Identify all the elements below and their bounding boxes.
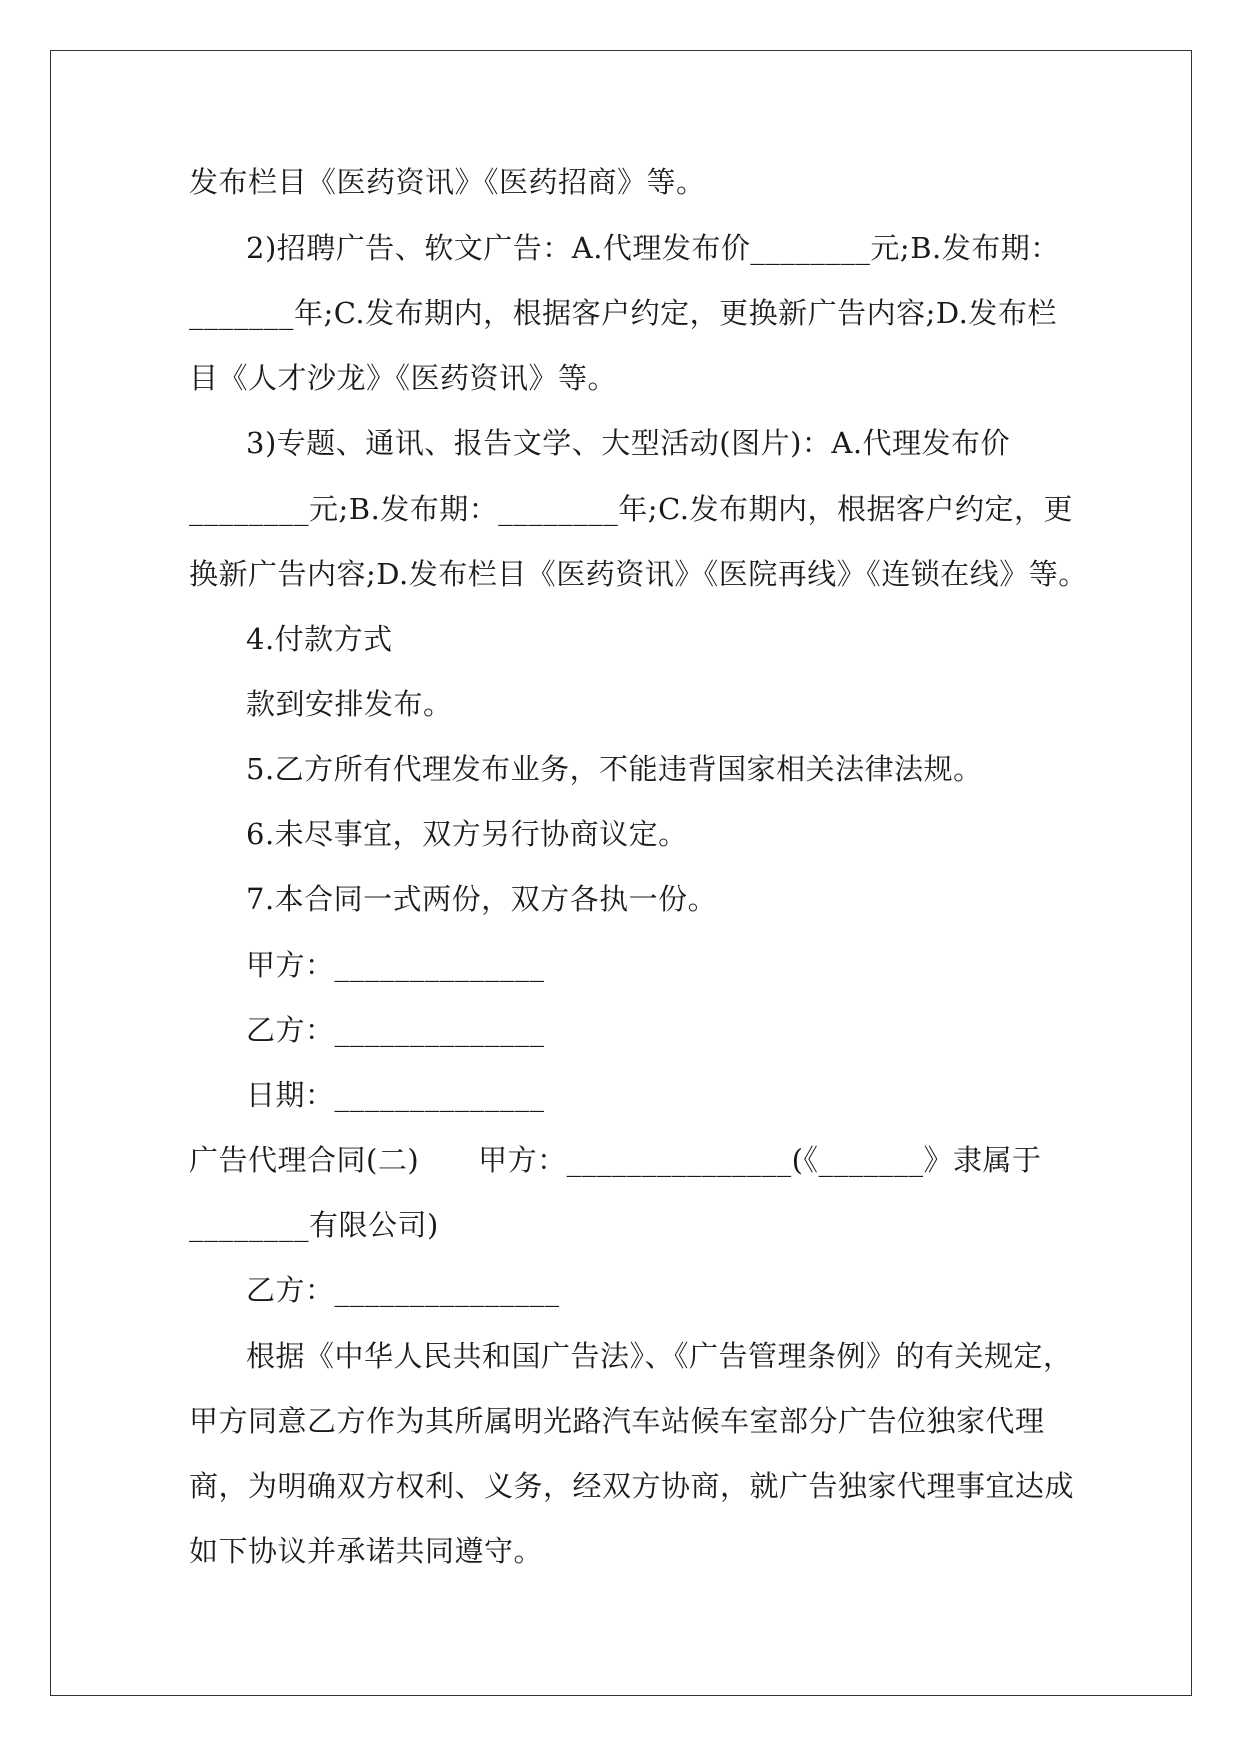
text-line: _______年;C.发布期内，根据客户约定，更换新广告内容;D.发布栏 <box>189 296 1057 330</box>
text-line: 4.付款方式 <box>246 622 393 656</box>
text-line: 根据《中华人民共和国广告法》、《广告管理条例》的有关规定， <box>246 1339 1073 1373</box>
contract-two-heading: 广告代理合同(二) 甲方：_______________(《_______》隶属于 <box>189 1143 1042 1177</box>
text-line: 商，为明确双方权利、义务，经双方协商，就广告独家代理事宜达成 <box>189 1469 1075 1503</box>
text-line: 甲方同意乙方作为其所属明光路汽车站候车室部分广告位独家代理 <box>189 1404 1045 1438</box>
text-line: 目《人才沙龙》《医药资讯》等。 <box>189 361 618 395</box>
text-line: 3)专题、通讯、报告文学、大型活动(图片)：A.代理发布价 <box>246 426 1011 460</box>
signature-party-b: 乙方：______________ <box>246 1013 545 1047</box>
text-line: 7.本合同一式两份，双方各执一份。 <box>246 882 718 916</box>
text-line: 6.未尽事宜，双方另行协商议定。 <box>246 817 688 851</box>
text-line: 款到安排发布。 <box>246 687 453 721</box>
text-line: 5.乙方所有代理发布业务，不能违背国家相关法律法规。 <box>246 752 983 786</box>
text-line: 换新广告内容;D.发布栏目《医药资讯》《医院再线》《连锁在线》等。 <box>189 557 1088 591</box>
text-line: ________有限公司) <box>189 1208 439 1242</box>
text-line: 发布栏目《医药资讯》《医药招商》等。 <box>189 165 706 199</box>
text-line: 乙方：_______________ <box>246 1273 560 1307</box>
text-line: 如下协议并承诺共同遵守。 <box>189 1534 544 1568</box>
signature-party-a: 甲方：______________ <box>246 948 545 982</box>
text-line: 2)招聘广告、软文广告：A.代理发布价________元;B.发布期： <box>246 231 1060 265</box>
signature-date: 日期：______________ <box>246 1078 545 1112</box>
text-line: ________元;B.发布期：________年;C.发布期内，根据客户约定，更 <box>189 492 1073 526</box>
